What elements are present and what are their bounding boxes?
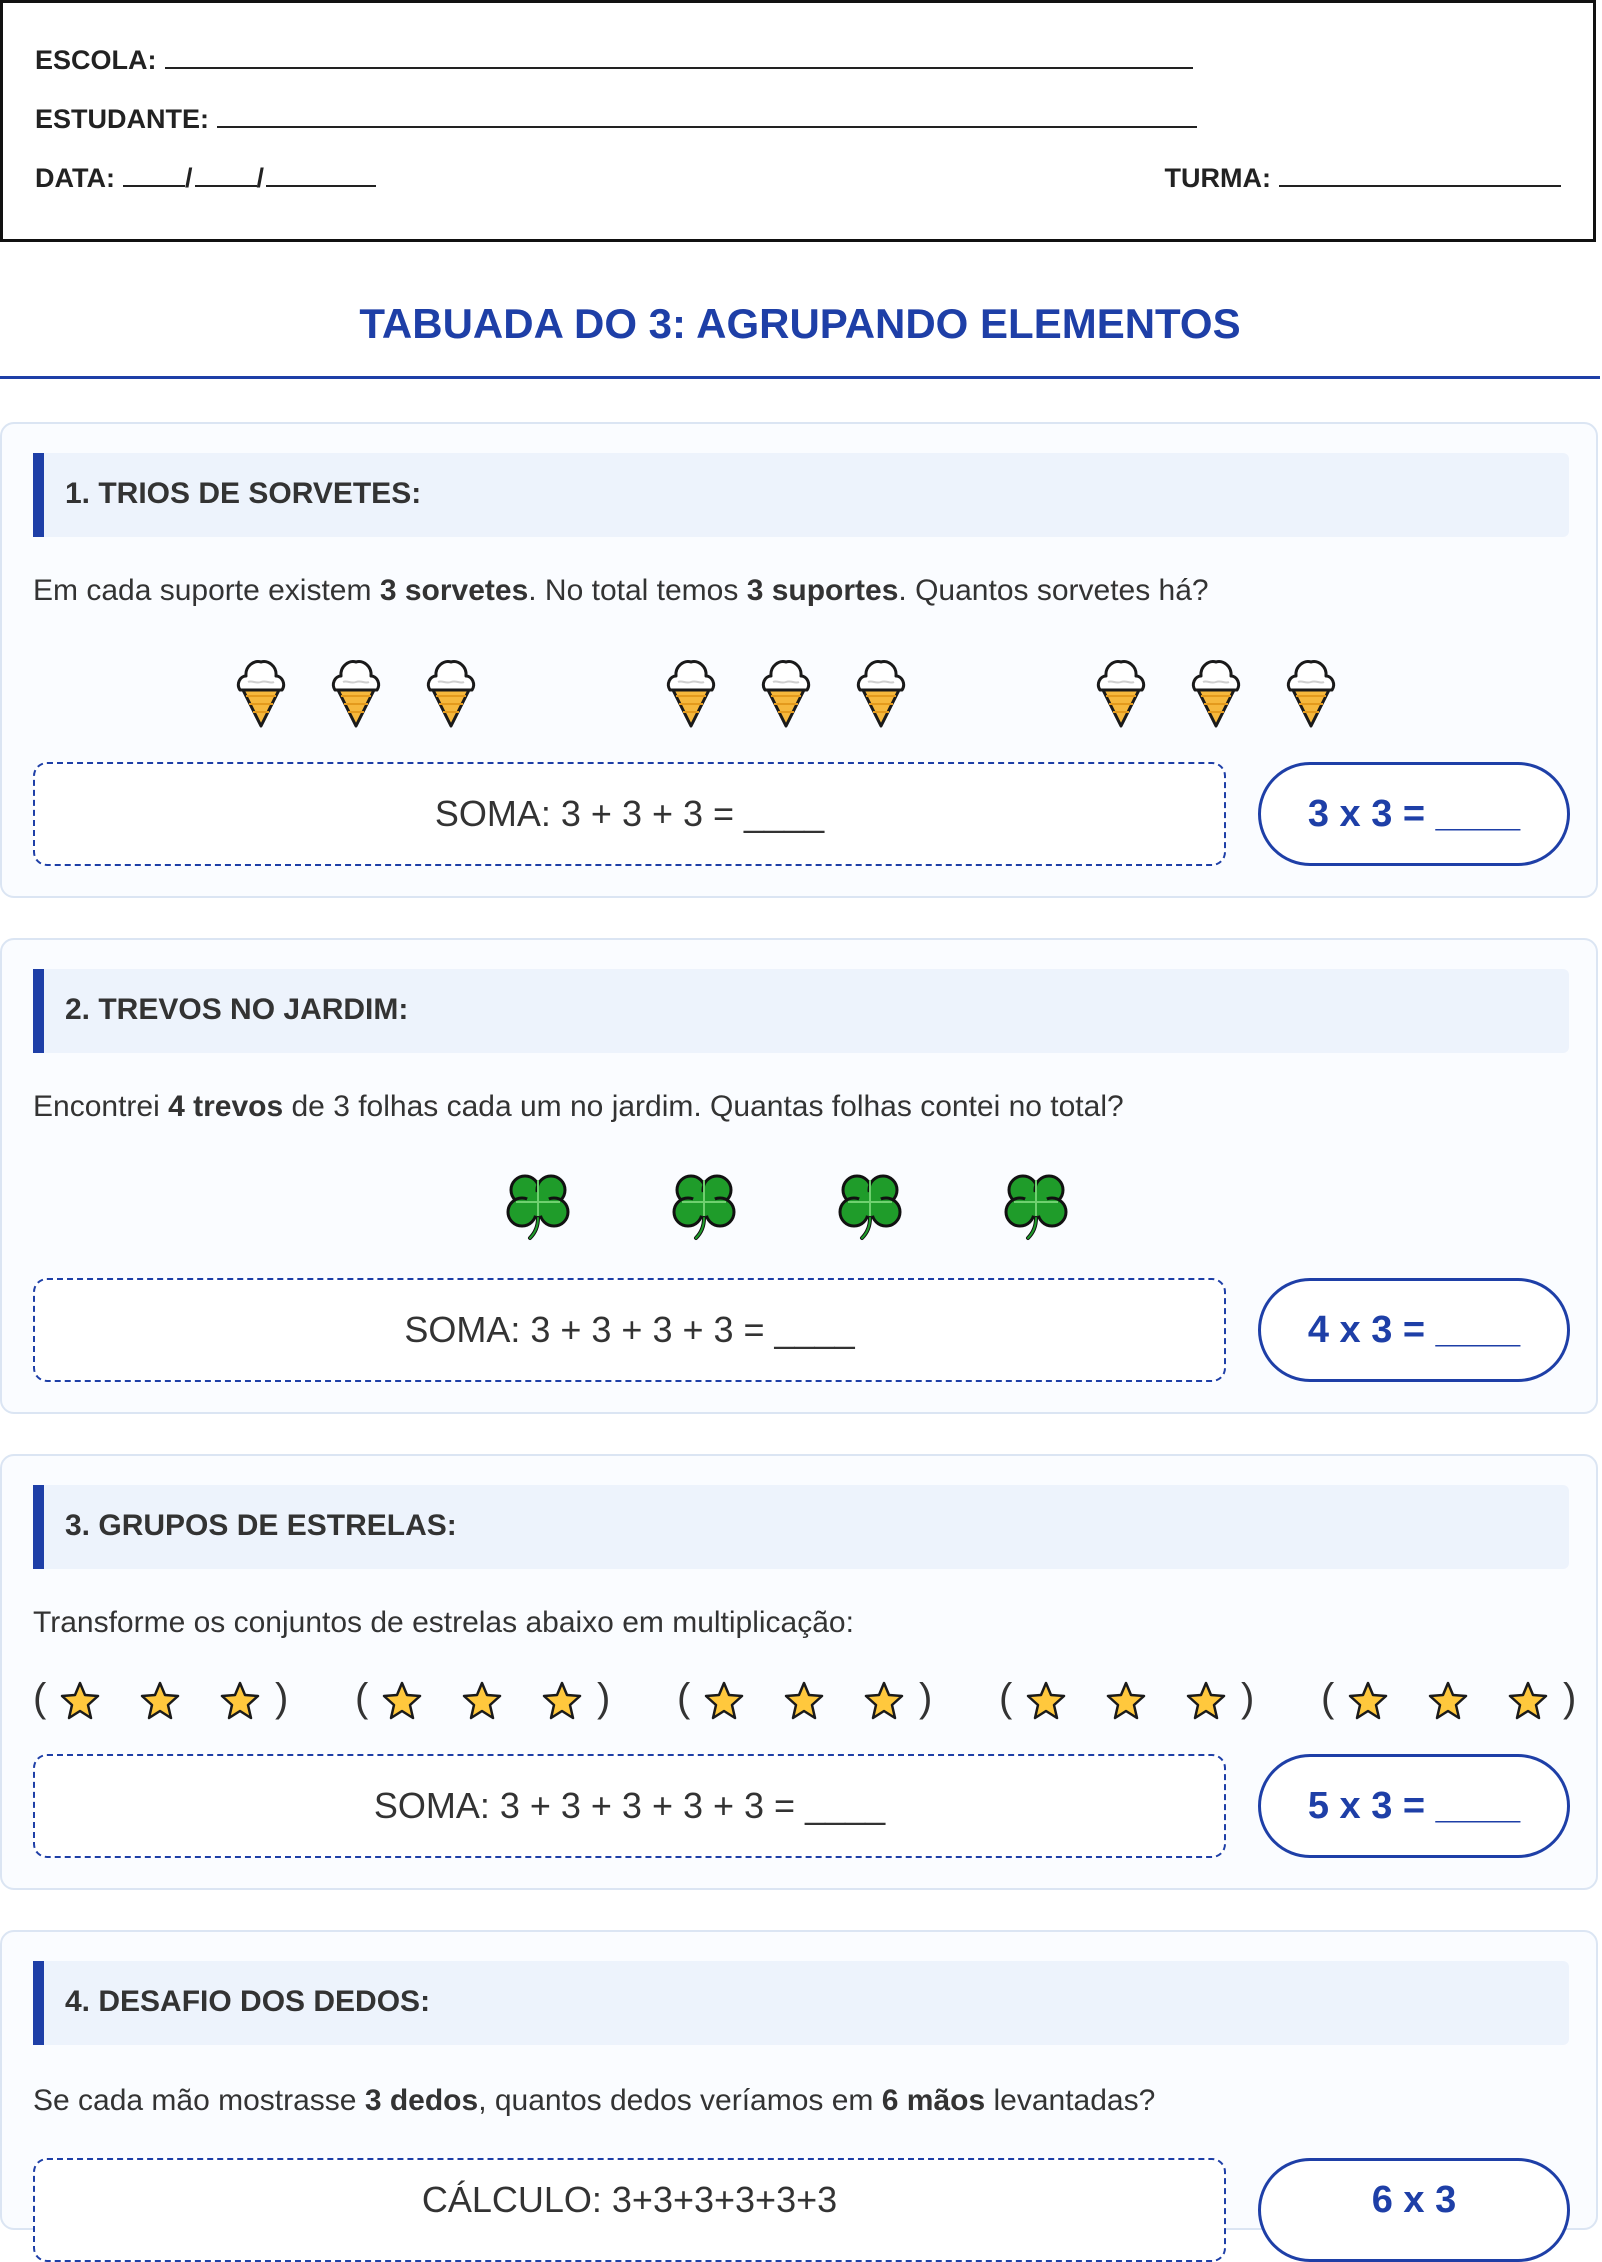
ice-cream-group-row (2, 654, 1602, 734)
section-stars (0, 1454, 1598, 1890)
text-part: Transforme os conjuntos de estrelas abaixo em multiplicação: (33, 1606, 854, 1639)
school-row (35, 41, 1193, 76)
star-icon (783, 1680, 825, 1727)
section-text (33, 1090, 1124, 1124)
date-row (35, 159, 376, 194)
section-heading-text: 4. DESAFIO DOS DEDOS: (65, 1985, 431, 2018)
text-part: . No total temos (528, 574, 747, 607)
section-heading (33, 1961, 1569, 2045)
text-bold: 3 suportes (746, 574, 899, 607)
class-label: TURMA: (1164, 163, 1271, 193)
section-fingers (0, 1930, 1598, 2230)
clover-icon (832, 1166, 908, 1247)
section-heading (33, 1485, 1569, 1569)
page-title: TABUADA DO 3: AGRUPANDO ELEMENTOS (359, 300, 1241, 347)
paren-open: ( (1321, 1676, 1335, 1720)
paren-open: ( (355, 1676, 369, 1720)
star-icon (863, 1680, 905, 1727)
ice-cream-icon (1189, 654, 1243, 733)
ice-cream-icon (424, 654, 478, 733)
text-part: , quantos dedos veríamos em (478, 2084, 882, 2117)
star-icon (219, 1680, 261, 1727)
paren-close: ) (275, 1676, 289, 1720)
student-label: ESTUDANTE: (35, 104, 209, 134)
multiplication-answer-box[interactable]: 5 x 3 = ____ (1258, 1754, 1570, 1858)
date-month-field[interactable] (195, 159, 257, 187)
text-part: Em cada suporte existem (33, 574, 380, 607)
date-day-field[interactable] (123, 159, 185, 187)
multiplication-answer-box[interactable]: 4 x 3 = ____ (1258, 1278, 1570, 1382)
sum-answer-box[interactable]: SOMA: 3 + 3 + 3 = ____ (33, 762, 1226, 866)
multiplication-answer-box[interactable]: 3 x 3 = ____ (1258, 762, 1570, 866)
ice-cream-icon (854, 654, 908, 733)
section-heading (33, 453, 1569, 537)
clover-row (2, 1166, 1602, 1250)
paren-open: ( (999, 1676, 1013, 1720)
clover-icon (998, 1166, 1074, 1247)
star-icon (1025, 1680, 1067, 1727)
class-field[interactable] (1279, 159, 1561, 187)
paren-close: ) (1241, 1676, 1255, 1720)
date-separator: / (256, 163, 265, 193)
student-field[interactable] (217, 100, 1197, 128)
star-icon (1105, 1680, 1147, 1727)
date-label: DATA: (35, 163, 115, 193)
paren-close: ) (919, 1676, 933, 1720)
text-part: Se cada mão mostrasse (33, 2084, 365, 2117)
text-bold: 3 dedos (364, 2084, 479, 2117)
section-text (33, 574, 1209, 608)
title-divider (0, 376, 1600, 379)
section-heading-text: 2. TREVOS NO JARDIM: (65, 993, 409, 1026)
ice-cream-icon (1284, 654, 1338, 733)
section-clovers (0, 938, 1598, 1414)
text-part: . Quantos sorvetes há? (898, 574, 1209, 607)
text-part: de 3 folhas cada um no jardim. Quantas folhas contei no total? (283, 1090, 1124, 1123)
section-heading-text: 1. TRIOS DE SORVETES: (65, 477, 422, 510)
text-bold: 3 sorvetes (379, 574, 529, 607)
text-part: levantadas? (985, 2084, 1156, 2117)
ice-cream-icon (234, 654, 288, 733)
paren-open: ( (677, 1676, 691, 1720)
star-icon (139, 1680, 181, 1727)
ice-cream-icon (759, 654, 813, 733)
section-ice-cream (0, 422, 1598, 898)
school-label: ESCOLA: (35, 45, 157, 75)
star-icon (381, 1680, 423, 1727)
school-field[interactable] (165, 41, 1193, 69)
star-icon (59, 1680, 101, 1727)
student-info-header (0, 0, 1596, 242)
section-heading (33, 969, 1569, 1053)
date-year-field[interactable] (266, 159, 376, 187)
star-icon (1427, 1680, 1469, 1727)
section-text (33, 2084, 1155, 2118)
paren-close: ) (1563, 1676, 1577, 1720)
ice-cream-icon (664, 654, 718, 733)
paren-open: ( (33, 1676, 47, 1720)
star-groups-row (2, 1674, 1577, 1734)
paren-close: ) (597, 1676, 611, 1720)
ice-cream-icon (329, 654, 383, 733)
text-part: Encontrei (33, 1090, 169, 1123)
text-bold: 4 trevos (168, 1090, 284, 1123)
clover-icon (500, 1166, 576, 1247)
clover-icon (666, 1166, 742, 1247)
calculation-answer-box[interactable]: CÁLCULO: 3+3+3+3+3+3 (33, 2158, 1226, 2262)
multiplication-answer-box[interactable]: 6 x 3 (1258, 2158, 1570, 2262)
student-row (35, 100, 1197, 135)
star-icon (703, 1680, 745, 1727)
star-icon (461, 1680, 503, 1727)
star-icon (1507, 1680, 1549, 1727)
sum-answer-box[interactable]: SOMA: 3 + 3 + 3 + 3 + 3 = ____ (33, 1754, 1226, 1858)
section-heading-text: 3. GRUPOS DE ESTRELAS: (65, 1509, 457, 1542)
star-icon (1185, 1680, 1227, 1727)
section-text (33, 1606, 854, 1640)
class-row (1165, 159, 1561, 194)
ice-cream-icon (1094, 654, 1148, 733)
date-separator: / (184, 163, 193, 193)
sum-answer-box[interactable]: SOMA: 3 + 3 + 3 + 3 = ____ (33, 1278, 1226, 1382)
star-icon (541, 1680, 583, 1727)
star-icon (1347, 1680, 1389, 1727)
text-bold: 6 mãos (881, 2084, 986, 2117)
